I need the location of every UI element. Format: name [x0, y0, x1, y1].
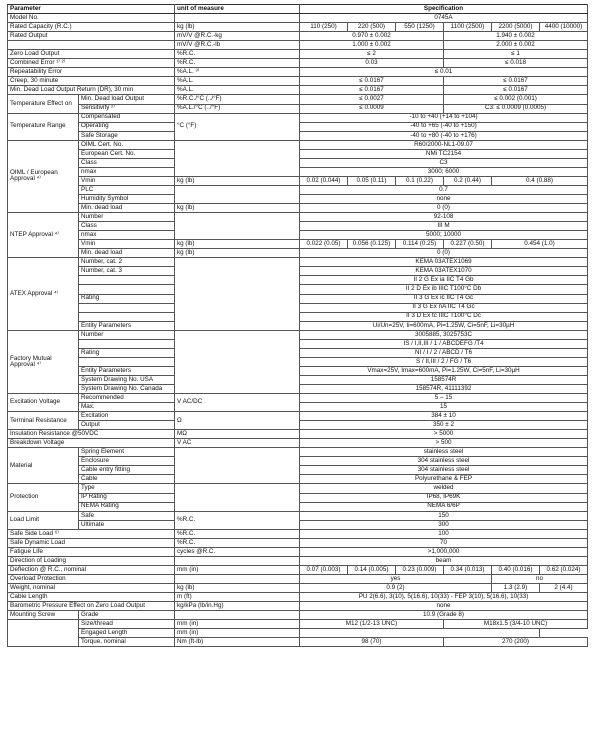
spec-value-cell: 350 ± 2 — [300, 421, 588, 430]
table-row — [8, 412, 588, 421]
spec-value-cell — [300, 629, 540, 638]
spec-value-cell: > 5000 — [300, 430, 588, 439]
spec-value-cell: 15 — [300, 403, 588, 412]
spec-value-cell: 0.40 (0.016) — [492, 565, 540, 574]
spec-value-cell: C3: ≤ 0.0009 (0.0005) — [444, 104, 588, 113]
spec-value-cell: 1.3 (2.9) — [492, 584, 540, 593]
spec-value-cell: 4400 (10000) — [540, 23, 588, 32]
unit-cell: mm (in) — [175, 629, 300, 638]
spec-value-cell: 0.34 (0.013) — [444, 565, 492, 574]
table-row — [8, 584, 588, 593]
sub-parameter-cell: Vmin — [79, 240, 175, 249]
spec-value-cell: 0 (0) — [300, 249, 588, 258]
spec-value-cell: 0.114 (0.25) — [396, 240, 444, 249]
parameter-cell: Protection — [8, 484, 79, 511]
sub-parameter-cell: Entity Parameters — [79, 366, 175, 375]
spec-value-cell: NEMA 6/6P — [300, 502, 588, 511]
sub-parameter-cell: System Drawing No. USA — [79, 375, 175, 384]
spec-value-cell: PU 2(6.6), 3(10), 5(16.6), 10(33) - FEP 3(10), 5(16.6), 10(33) — [300, 593, 588, 602]
table-row — [8, 240, 588, 249]
sub-parameter-cell: Torque, nominal — [79, 638, 175, 647]
spec-value-cell: Polyurethane & FEP — [300, 475, 588, 484]
spec-value-cell: M12 (1/2-13 UNC) — [300, 620, 444, 629]
sub-parameter-cell: Min. Dead load Output — [79, 95, 175, 104]
parameter-cell: Breakdown Voltage — [8, 439, 175, 448]
header-parameter: Parameter — [8, 5, 175, 14]
table-row — [8, 547, 588, 556]
spec-value-cell: II 2 D Ex ib IIIC T100°C Db — [300, 285, 588, 294]
sub-parameter-cell — [79, 285, 175, 294]
table-row — [8, 574, 588, 583]
table-row — [8, 176, 588, 185]
unit-cell: %A.L. ³⁾ — [175, 68, 300, 77]
spec-value-cell: ≤ 0.0167 — [300, 86, 444, 95]
sub-parameter-cell: Excitation — [79, 412, 175, 421]
parameter-cell: Safe Side Load ⁶⁾ — [8, 529, 175, 538]
table-row — [8, 50, 588, 59]
spec-value-cell: 1100 (2500) — [444, 23, 492, 32]
parameter-cell: Min. Dead Load Output Return (DR), 30 min — [8, 86, 175, 95]
unit-cell — [175, 258, 300, 330]
sub-parameter-cell — [79, 303, 175, 312]
parameter-cell: Cable Length — [8, 593, 175, 602]
spec-value-cell: 3000; 6000 — [300, 167, 588, 176]
table-row — [8, 620, 588, 629]
sub-parameter-cell: Cable entry fitting — [79, 466, 175, 475]
unit-cell: °C (°F) — [175, 113, 300, 140]
unit-cell: kg (lb) — [175, 584, 300, 593]
spec-value-cell: 0.022 (0.05) — [300, 240, 348, 249]
sub-parameter-cell: European Cert. No. — [79, 149, 175, 158]
spec-value-cell: 100 — [300, 529, 588, 538]
sub-parameter-cell: Sensitivity ²⁾ — [79, 104, 175, 113]
sub-parameter-cell: Compensated — [79, 113, 175, 122]
header-unit: unit of measure — [175, 5, 300, 14]
unit-cell: V AC/DC — [175, 394, 300, 412]
spec-value-cell: IS / I,II,III / 1 / ABCDEFG /T4 — [300, 339, 588, 348]
spec-value-cell: 0.227 (0.50) — [444, 240, 492, 249]
table-row — [8, 330, 588, 339]
sub-parameter-cell: Entity Parameters — [79, 321, 175, 330]
spec-value-cell: 92-108 — [300, 213, 588, 222]
spec-value-cell: 98 (70) — [300, 638, 444, 647]
spec-value-cell: M18x1.5 (3/4-10 UNC) — [444, 620, 588, 629]
parameter-cell: Deflection @ R.C., nominal — [8, 565, 175, 574]
unit-cell: cycles @R.C. — [175, 547, 300, 556]
table-row — [8, 529, 588, 538]
unit-cell: %A.L. — [175, 77, 300, 86]
table-row — [8, 32, 588, 41]
unit-cell — [175, 556, 300, 565]
spec-value-cell: -40 to +65 (-40 to +150) — [300, 122, 588, 131]
spec-value-cell: Vmax=25V, Imax=600mA, Pi=1.25W, Ci=5nF, Li=30µH — [300, 366, 588, 375]
table-row — [8, 484, 588, 493]
sub-parameter-cell: Class — [79, 222, 175, 231]
parameter-cell: Zero Load Output — [8, 50, 175, 59]
table-row — [8, 629, 588, 638]
unit-cell: %A.L. — [175, 86, 300, 95]
spec-value-cell: ≤ 0.018 — [444, 59, 588, 68]
table-row — [8, 204, 588, 213]
unit-cell — [175, 213, 300, 240]
spec-value-cell: 158574R — [300, 375, 588, 384]
spec-value-cell: 0.07 (0.003) — [300, 565, 348, 574]
spec-value-cell: 2200 (5000) — [492, 23, 540, 32]
parameter-cell: Weight, nominal — [8, 584, 175, 593]
spec-value-cell: ≤ 0.0167 — [300, 77, 444, 86]
table-row — [8, 104, 588, 113]
spec-value-cell: 0.4 (0.88) — [492, 176, 588, 185]
table-row — [8, 593, 588, 602]
unit-cell: %R.C. — [175, 538, 300, 547]
unit-cell: %R.C./°C (../°F) — [175, 95, 300, 104]
spec-value-cell: 2.000 ± 0.002 — [444, 41, 588, 50]
unit-cell: %R.C. — [175, 59, 300, 68]
spec-value-cell: welded — [300, 484, 588, 493]
unit-cell: kg (lb) — [175, 240, 300, 249]
sub-parameter-cell: Vmin — [79, 176, 175, 185]
header-specification: Specification — [300, 5, 588, 14]
unit-cell: kg (lb) — [175, 23, 300, 32]
unit-cell — [175, 330, 300, 393]
spec-value-cell: >1,000,000 — [300, 547, 588, 556]
spec-value-cell: stainless steel — [300, 448, 588, 457]
spec-value-cell: 304 stainless steel — [300, 466, 588, 475]
unit-cell — [175, 185, 300, 203]
spec-value-cell: R60/2000-NL1-09.07 — [300, 140, 588, 149]
spec-value-cell: 2 (4.4) — [540, 584, 588, 593]
sub-parameter-cell: Min. dead load — [79, 249, 175, 258]
parameter-cell: ATEX Approval ⁴⁾ — [8, 258, 79, 330]
parameter-cell: Safe Dynamic Load — [8, 538, 175, 547]
sub-parameter-cell: Recommended — [79, 394, 175, 403]
sub-parameter-cell: Humidity Symbol — [79, 194, 175, 203]
unit-cell — [175, 140, 300, 176]
sub-parameter-cell: Grade — [79, 611, 175, 620]
spec-value-cell: 0.23 (0.009) — [396, 565, 444, 574]
table-row — [8, 95, 588, 104]
spec-value-cell: KEMA 03ATEX1069 — [300, 258, 588, 267]
table-row — [8, 113, 588, 122]
spec-value-cell: 3005885, 3025753C — [300, 330, 588, 339]
table-row — [8, 59, 588, 68]
table-row — [8, 213, 588, 222]
spec-value-cell: 5 – 15 — [300, 394, 588, 403]
table-row — [8, 538, 588, 547]
spec-value-cell: II 2 G Ex ia IIC T4 Gb — [300, 276, 588, 285]
table-row — [8, 611, 588, 620]
parameter-cell: Excitation Voltage — [8, 394, 79, 412]
sub-parameter-cell: Max. — [79, 403, 175, 412]
spec-value-cell: 0.02 (0.044) — [300, 176, 348, 185]
parameter-cell: Mounting Screw — [8, 611, 79, 620]
table-row — [8, 430, 588, 439]
spec-value-cell: -40 to +80 (-40 to +176) — [300, 131, 588, 140]
table-row — [8, 394, 588, 403]
spec-value-cell: Ui/Un=25V, Ii=600mA, Pi=1.25W, Ci=5nF, Li=30µH — [300, 321, 588, 330]
spec-value-cell: none — [300, 194, 588, 203]
sub-parameter-cell: Type — [79, 484, 175, 493]
unit-cell: kg/kPa (lb/in.Hg) — [175, 602, 300, 611]
table-row — [8, 68, 588, 77]
sub-parameter-cell: nmax — [79, 231, 175, 240]
parameter-cell: Load Limit — [8, 511, 79, 529]
parameter-cell: Terminal Resistance — [8, 412, 79, 430]
spec-value-cell: S / II,III / 2 / FG / T6 — [300, 357, 588, 366]
unit-cell — [175, 574, 300, 583]
table-row — [8, 77, 588, 86]
spec-value-cell: 0.7 — [300, 185, 588, 194]
spec-value-cell: III M — [300, 222, 588, 231]
spec-value-cell: 1.940 ± 0.002 — [444, 32, 588, 41]
unit-cell: Nm (ft-lb) — [175, 638, 300, 647]
table-row — [8, 602, 588, 611]
spec-value-cell: none — [300, 602, 588, 611]
unit-cell: %A.L./°C (../°F) — [175, 104, 300, 113]
parameter-cell: Temperature Range — [8, 113, 79, 140]
parameter-cell: NTEP Approval ⁴⁾ — [8, 213, 79, 258]
spec-value-cell: beam — [300, 556, 588, 565]
spec-value-cell: 384 ± 10 — [300, 412, 588, 421]
unit-cell: mV/V @R.C.-kg — [175, 32, 300, 41]
unit-cell: mV/V @R.C.-lb — [175, 41, 300, 50]
spec-value-cell: 300 — [300, 520, 588, 529]
sub-parameter-cell: Number, cat. 3 — [79, 267, 175, 276]
spec-value-cell: IP68, IP69K — [300, 493, 588, 502]
unit-cell — [175, 448, 300, 484]
spec-value-cell: no — [492, 574, 588, 583]
parameter-cell: Overload Protection — [8, 574, 175, 583]
unit-cell — [175, 14, 300, 23]
unit-cell: Ω — [175, 412, 300, 430]
sub-parameter-cell — [79, 357, 175, 366]
spec-value-cell: -10 to +40 (+14 to +104) — [300, 113, 588, 122]
sub-parameter-cell: Min. dead load — [79, 204, 175, 213]
table-row — [8, 511, 588, 520]
spec-value-cell: 0.05 (0.11) — [348, 176, 396, 185]
unit-cell — [175, 484, 300, 511]
table-row — [8, 448, 588, 457]
spec-value-cell: II 3 D Ex tc IIIC T100°C Dc — [300, 312, 588, 321]
parameter-cell: Combined Error ¹⁾ ²⁾ — [8, 59, 175, 68]
table-row — [8, 140, 588, 149]
spec-value-cell: ≤ 0.01 — [300, 68, 588, 77]
parameter-cell: Barometric Pressure Effect on Zero Load Output — [8, 602, 175, 611]
parameter-cell — [8, 620, 79, 647]
parameter-cell: Material — [8, 448, 79, 484]
spec-value-cell: NI / I / 2 / ABCD / T6 — [300, 348, 588, 357]
table-row — [8, 185, 588, 194]
spec-value-cell: 110 (250) — [300, 23, 348, 32]
parameter-cell: Repeatability Error — [8, 68, 175, 77]
spec-value-cell: ≤ 0.002 (0.001) — [444, 95, 588, 104]
sub-parameter-cell: Class — [79, 158, 175, 167]
sub-parameter-cell: Output — [79, 421, 175, 430]
spec-value-cell: C3 — [300, 158, 588, 167]
table-header — [8, 5, 588, 14]
sub-parameter-cell: nmax — [79, 167, 175, 176]
spec-value-cell: ≤ 0.0167 — [444, 86, 588, 95]
table-row — [8, 86, 588, 95]
unit-cell: %R.C. — [175, 511, 300, 529]
spec-value-cell: KEMA 03ATEX1070 — [300, 267, 588, 276]
unit-cell: MΩ — [175, 430, 300, 439]
spec-value-cell: 70 — [300, 538, 588, 547]
spec-value-cell: 0.2 (0.44) — [444, 176, 492, 185]
parameter-cell: Temperature Effect on — [8, 95, 79, 113]
parameter-cell: Insulation Resistance @50VDC — [8, 430, 175, 439]
sub-parameter-cell: Safe — [79, 511, 175, 520]
sub-parameter-cell: Number — [79, 330, 175, 339]
unit-cell: mm (in) — [175, 620, 300, 629]
unit-cell: kg (lb) — [175, 176, 300, 185]
spec-value-cell: 304 stainless steel — [300, 457, 588, 466]
unit-cell: kg (lb) — [175, 249, 300, 258]
spec-value-cell: ≤ 0.0027 — [300, 95, 444, 104]
parameter-cell: OIML / European Approval ⁴⁾ — [8, 140, 79, 212]
spec-value-cell: II 3 G Ex nA IIC T4 Gc — [300, 303, 588, 312]
spec-value-cell: > 500 — [300, 439, 588, 448]
spec-value-cell: 0.62 (0.024) — [540, 565, 588, 574]
sub-parameter-cell: Number, cat. 2 — [79, 258, 175, 267]
spec-value-cell: 0.1 (0.22) — [396, 176, 444, 185]
sub-parameter-cell — [79, 276, 175, 285]
spec-value-cell: 0.454 (1.0) — [492, 240, 588, 249]
parameter-cell — [8, 41, 175, 50]
spec-value-cell: NMi TC2154 — [300, 149, 588, 158]
sub-parameter-cell: NEMA Rating — [79, 502, 175, 511]
sub-parameter-cell: Rating — [79, 294, 175, 303]
unit-cell: V AC — [175, 439, 300, 448]
sub-parameter-cell: Enclosure — [79, 457, 175, 466]
unit-cell: m (ft) — [175, 593, 300, 602]
unit-cell: %R.C. — [175, 529, 300, 538]
spec-value-cell: 10.9 (Grade 8) — [300, 611, 588, 620]
spec-value-cell: ≤ 2 — [300, 50, 444, 59]
spec-value-cell: II 3 G Ex ic IIC T4 Gc — [300, 294, 588, 303]
sub-parameter-cell: IP Rating — [79, 493, 175, 502]
parameter-cell: Direction of Loading — [8, 556, 175, 565]
table-row — [8, 439, 588, 448]
table-row — [8, 565, 588, 574]
sub-parameter-cell: Spring Element — [79, 448, 175, 457]
table-row — [8, 23, 588, 32]
sub-parameter-cell: OIML Cert. No. — [79, 140, 175, 149]
unit-cell — [175, 611, 300, 620]
spec-value-cell: 0.03 — [300, 59, 444, 68]
spec-value-cell: 0 (0) — [300, 204, 588, 213]
spec-value-cell: 220 (500) — [348, 23, 396, 32]
spec-value-cell: ≤ 0.0167 — [444, 77, 588, 86]
spec-value-cell: 550 (1250) — [396, 23, 444, 32]
table-row — [8, 638, 588, 647]
spec-value-cell: ≤ 1 — [444, 50, 588, 59]
spec-value-cell: 5000; 10000 — [300, 231, 588, 240]
parameter-cell: Rated Output — [8, 32, 175, 41]
spec-value-cell: 1.000 ± 0.002 — [300, 41, 444, 50]
sub-parameter-cell: Engaged Length — [79, 629, 175, 638]
sub-parameter-cell: Number — [79, 213, 175, 222]
sub-parameter-cell — [79, 312, 175, 321]
table-row — [8, 556, 588, 565]
spec-value-cell: ≤ 0.0009 — [300, 104, 444, 113]
spec-value-cell: 0.9 (2) — [300, 584, 492, 593]
specification-sheet — [7, 4, 587, 647]
unit-cell: kg (lb) — [175, 204, 300, 213]
spec-value-cell: yes — [300, 574, 492, 583]
sub-parameter-cell: Rating — [79, 348, 175, 357]
parameter-cell: Model No. — [8, 14, 175, 23]
spec-table — [7, 4, 588, 647]
spec-value-cell: 158574R, 41111392 — [300, 384, 588, 393]
spec-value-cell: 0.056 (0.125) — [348, 240, 396, 249]
unit-cell: mm (in) — [175, 565, 300, 574]
spec-value-cell: 270 (200) — [444, 638, 588, 647]
parameter-cell: Rated Capacity (R.C.) — [8, 23, 175, 32]
spec-value-cell: 0.14 (0.005) — [348, 565, 396, 574]
spec-value-cell: 150 — [300, 511, 588, 520]
parameter-cell: Fatigue Life — [8, 547, 175, 556]
table-row — [8, 14, 588, 23]
sub-parameter-cell: System Drawing No. Canada — [79, 384, 175, 393]
spec-value-cell: 0745A — [300, 14, 588, 23]
sub-parameter-cell — [79, 339, 175, 348]
table-row — [8, 41, 588, 50]
table-row — [8, 249, 588, 258]
sub-parameter-cell: Cable — [79, 475, 175, 484]
sub-parameter-cell: PLC — [79, 185, 175, 194]
sub-parameter-cell: Ultimate — [79, 520, 175, 529]
sub-parameter-cell: Safe Storage — [79, 131, 175, 140]
unit-cell: %R.C. — [175, 50, 300, 59]
spec-value-cell: 0.970 ± 0.002 — [300, 32, 444, 41]
table-row — [8, 258, 588, 267]
sub-parameter-cell: Operating — [79, 122, 175, 131]
sub-parameter-cell: Size/thread — [79, 620, 175, 629]
parameter-cell: Creep, 30 minute — [8, 77, 175, 86]
parameter-cell: Factory Mutual Approval ⁴⁾ — [8, 330, 79, 393]
